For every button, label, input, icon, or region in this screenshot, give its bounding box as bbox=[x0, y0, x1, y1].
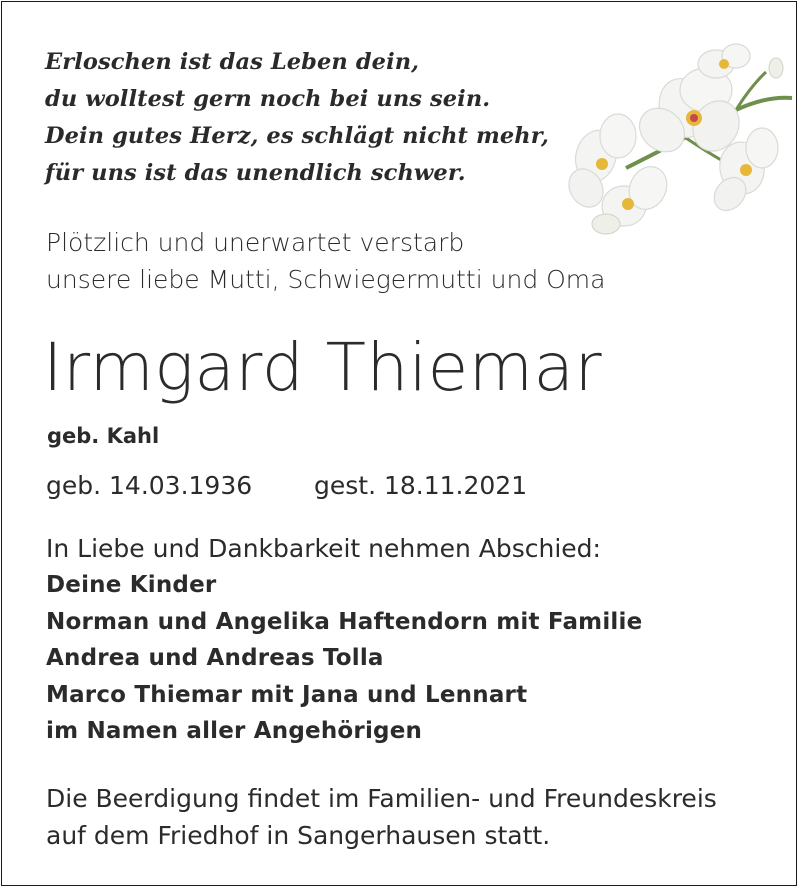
poem bbox=[45, 44, 549, 192]
funeral-line: auf dem Friedhof in Sangerhausen statt. bbox=[46, 821, 551, 850]
mourners-lead: In Liebe und Dankbarkeit nehmen Abschied: bbox=[46, 534, 601, 563]
maiden-name: geb. Kahl bbox=[47, 424, 160, 448]
mourner-group: Deine Kinder bbox=[46, 572, 217, 598]
intro-text bbox=[46, 224, 606, 298]
white-orchid-icon bbox=[566, 38, 796, 238]
funeral-note bbox=[46, 780, 717, 854]
poem-line: du wolltest gern noch bei uns sein. bbox=[45, 86, 491, 112]
intro-line: Plötzlich und unerwartet verstarb bbox=[46, 228, 465, 257]
mourners bbox=[46, 530, 642, 750]
poem-line: Dein gutes Herz, es schlägt nicht mehr, bbox=[45, 123, 549, 149]
funeral-line: Die Beerdigung findet im Familien- und Freundeskreis bbox=[46, 784, 717, 813]
birth-date: geb. 14.03.1936 bbox=[46, 471, 253, 500]
mourner-group: Marco Thiemar mit Jana und Lennart bbox=[46, 681, 528, 708]
mourner-group: Norman und Angelika Haftendorn mit Familie bbox=[46, 608, 643, 635]
intro-line: unsere liebe Mutti, Schwiegermutti und Oma bbox=[46, 265, 606, 294]
poem-line: Erloschen ist das Leben dein, bbox=[45, 49, 420, 75]
deceased-name: Irmgard Thiemar bbox=[43, 329, 603, 406]
mourner-group: im Namen aller Angehörigen bbox=[46, 718, 423, 744]
death-date: gest. 18.11.2021 bbox=[314, 471, 528, 500]
poem-line: für uns ist das unendlich schwer. bbox=[45, 160, 466, 186]
life-dates bbox=[46, 468, 528, 504]
mourner-group: Andrea und Andreas Tolla bbox=[46, 645, 384, 671]
